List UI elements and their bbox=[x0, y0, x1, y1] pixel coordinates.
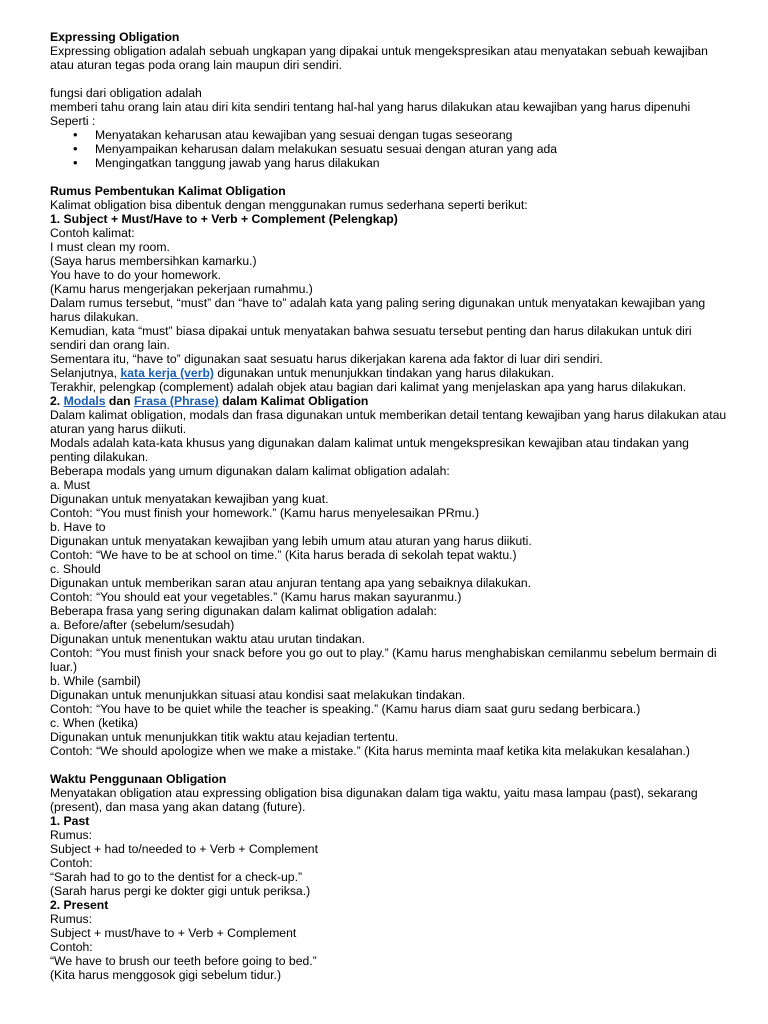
kata-kerja-link[interactable]: kata kerja (verb) bbox=[120, 366, 214, 380]
modal-item-example: Contoh: “You must finish your homework.” (Kamu harus menyelesaikan PRmu.) bbox=[50, 506, 480, 520]
must-haveto-paragraph: Dalam rumus tersebut, “must” dan “have to” adalah kata yang paling sering digunakan untuk menyatakan kewajiban yang harus dilakukan. bbox=[50, 296, 706, 324]
verb-paragraph-prefix: Selanjutnya, bbox=[50, 366, 121, 380]
frasa-item-example: Contoh: “You have to be quiet while the teacher is speaking.” (Kamu harus diam saat guru sedang berbicara.) bbox=[50, 702, 641, 716]
example-sentence: I must clean my room. bbox=[50, 240, 170, 254]
frasa-item-heading: a. Before/after (sebelum/sesudah) bbox=[50, 618, 235, 632]
rumus-intro: Kalimat obligation bisa dibentuk dengan menggunakan rumus sederhana seperti berikut: bbox=[50, 198, 528, 212]
list-item: • Mengingatkan tanggung jawab yang harus dilakukan bbox=[95, 156, 728, 170]
fungsi-bullet-list bbox=[50, 128, 728, 170]
modals-link[interactable]: Modals bbox=[63, 394, 106, 408]
past-example: “Sarah had to go to the dentist for a check-up.” bbox=[50, 870, 303, 884]
example-translation: (Saya harus membersihkan kamarku.) bbox=[50, 254, 257, 268]
spacer bbox=[50, 758, 728, 772]
frasa-list-intro: Beberapa frasa yang sering digunakan dalam kalimat obligation adalah: bbox=[50, 604, 437, 618]
heading-suffix: dalam Kalimat Obligation bbox=[218, 394, 369, 408]
intro-paragraph: Expressing obligation adalah sebuah ungkapan yang dipakai untuk mengekspresikan atau menyatakan sebuah kewajiban atau aturan tegas poda orang lain maupun diri sendiri. bbox=[50, 44, 708, 72]
page-title: Expressing Obligation bbox=[50, 30, 180, 44]
frasa-item-example: Contoh: “We should apologize when we make a mistake.” (Kita harus meminta maaf ketika kita melakukan kesalahan.) bbox=[50, 744, 690, 758]
present-heading: 2. Present bbox=[50, 898, 109, 912]
complement-paragraph: Terakhir, pelengkap (complement) adalah objek atau bagian dari kalimat yang menjelaskan apa yang harus dilakukan. bbox=[50, 380, 687, 394]
contoh-label: Contoh: bbox=[50, 940, 93, 954]
modal-item-example: Contoh: “You should eat your vegetables.” (Kamu harus makan sayuranmu.) bbox=[50, 590, 462, 604]
list-item: • Menyampaikan keharusan dalam melakukan sesuatu sesuai dengan aturan yang ada bbox=[95, 142, 728, 156]
seperti-label: Seperti : bbox=[50, 114, 96, 128]
modals-definition: Modals adalah kata-kata khusus yang digunakan dalam kalimat untuk mengekspresikan kewajiban atau tindakan yang penting dilakukan. bbox=[50, 436, 689, 464]
example-sentence: You have to do your homework. bbox=[50, 268, 221, 282]
frasa-link[interactable]: Frasa (Phrase) bbox=[134, 394, 219, 408]
present-translation: (Kita harus menggosok gigi sebelum tidur.) bbox=[50, 968, 282, 982]
verb-paragraph bbox=[50, 366, 728, 380]
spacer bbox=[50, 170, 728, 184]
past-formula: Subject + had to/needed to + Verb + Complement bbox=[50, 842, 318, 856]
modals-list-intro: Beberapa modals yang umum digunakan dalam kalimat obligation adalah: bbox=[50, 464, 450, 478]
modal-item-heading: c. Should bbox=[50, 562, 101, 576]
fungsi-heading: fungsi dari obligation adalah bbox=[50, 86, 202, 100]
list-item: • Menyatakan keharusan atau kewajiban yang sesuai dengan tugas seseorang bbox=[95, 128, 728, 142]
frasa-item-description: Digunakan untuk menunjukkan situasi atau kondisi saat melakukan tindakan. bbox=[50, 688, 466, 702]
rumus-1-heading: 1. Subject + Must/Have to + Verb + Complement (Pelengkap) bbox=[50, 212, 398, 226]
verb-paragraph-suffix: digunakan untuk menunjukkan tindakan yang harus dilakukan. bbox=[213, 366, 555, 380]
frasa-item-heading: b. While (sambil) bbox=[50, 674, 141, 688]
rumus-label: Rumus: bbox=[50, 912, 92, 926]
frasa-item-description: Digunakan untuk menunjukkan titik waktu atau kejadian tertentu. bbox=[50, 730, 399, 744]
modals-frasa-paragraph: Dalam kalimat obligation, modals dan frasa digunakan untuk memberikan detail tentang kewajiban yang harus dilakukan atau aturan yang harus diikuti. bbox=[50, 408, 727, 436]
example-translation: (Kamu harus mengerjakan pekerjaan rumahmu.) bbox=[50, 282, 313, 296]
frasa-item-description: Digunakan untuk menentukan waktu atau urutan tindakan. bbox=[50, 632, 366, 646]
spacer bbox=[50, 72, 728, 86]
past-heading: 1. Past bbox=[50, 814, 90, 828]
heading-number: 2. bbox=[50, 394, 64, 408]
waktu-heading: Waktu Penggunaan Obligation bbox=[50, 772, 227, 786]
modal-item-example: Contoh: “We have to be at school on time.” (Kita harus berada di sekolah tepat waktu.) bbox=[50, 548, 517, 562]
haveto-paragraph: Sementara itu, “have to” digunakan saat sesuatu harus dikerjakan karena ada faktor di luar diri sendiri. bbox=[50, 352, 603, 366]
heading-connector: dan bbox=[105, 394, 134, 408]
modal-item-description: Digunakan untuk menyatakan kewajiban yang lebih umum atau aturan yang harus diikuti. bbox=[50, 534, 532, 548]
modal-item-heading: a. Must bbox=[50, 478, 90, 492]
frasa-item-heading: c. When (ketika) bbox=[50, 716, 139, 730]
rumus-label: Rumus: bbox=[50, 828, 92, 842]
rumus-heading: Rumus Pembentukan Kalimat Obligation bbox=[50, 184, 286, 198]
present-example: “We have to brush our teeth before going to bed.” bbox=[50, 954, 317, 968]
modal-item-description: Digunakan untuk memberikan saran atau anjuran tentang apa yang sebaiknya dilakukan. bbox=[50, 576, 532, 590]
past-translation: (Sarah harus pergi ke dokter gigi untuk periksa.) bbox=[50, 884, 311, 898]
modals-frasa-heading bbox=[50, 394, 728, 408]
present-formula: Subject + must/have to + Verb + Complement bbox=[50, 926, 297, 940]
contoh-kalimat-label: Contoh kalimat: bbox=[50, 226, 135, 240]
modal-item-description: Digunakan untuk menyatakan kewajiban yang kuat. bbox=[50, 492, 329, 506]
modal-item-heading: b. Have to bbox=[50, 520, 106, 534]
frasa-item-example: Contoh: “You must finish your snack before you go out to play.” (Kamu harus menghabiskan cemilanmu sebelum bermain di luar.) bbox=[50, 646, 717, 674]
must-paragraph: Kemudian, kata “must” biasa dipakai untuk menyatakan bahwa sesuatu tersebut penting dan harus dilakukan untuk diri sendiri dan orang lain. bbox=[50, 324, 692, 352]
contoh-label: Contoh: bbox=[50, 856, 93, 870]
fungsi-text: memberi tahu orang lain atau diri kita sendiri tentang hal-hal yang harus dilakukan atau kewajiban yang harus dipenuhi bbox=[50, 100, 691, 114]
waktu-intro: Menyatakan obligation atau expressing obligation bisa digunakan dalam tiga waktu, yaitu masa lampau (past), sekarang (present), dan masa yang akan datang (future). bbox=[50, 786, 698, 814]
